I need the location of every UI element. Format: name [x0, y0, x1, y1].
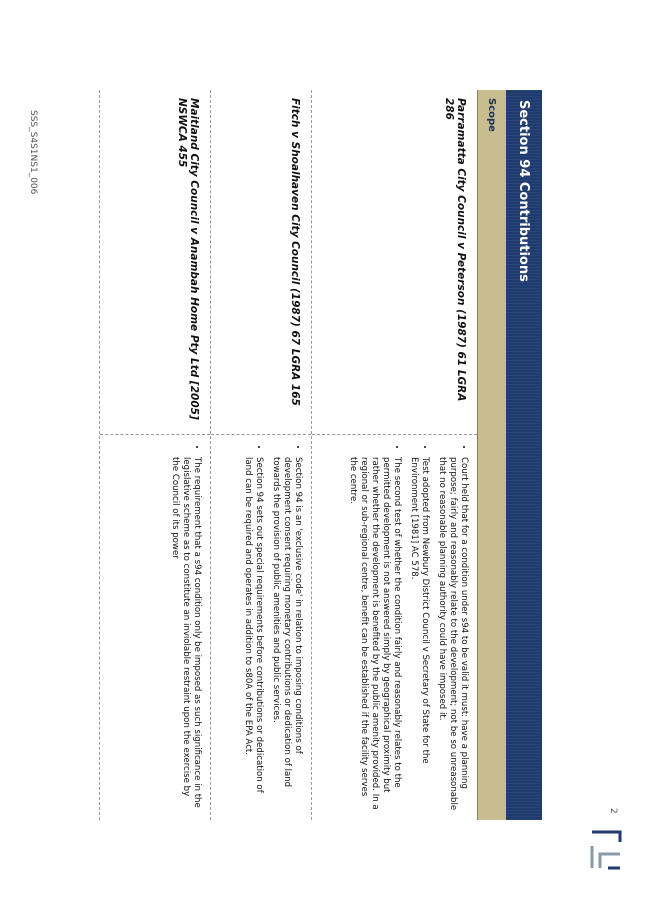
case-citation: Maitland City Council v Anambah Home Pty Ltd [2005] NSWCA 455 [100, 90, 210, 435]
note-item: • Court held that for a condition under s94 to be valid it must: have a planning purpose; fairly and reasonably relate to the development; not be so unreasonable that no reasonable planning authority could have imposed it. [436, 457, 469, 812]
case-citation: Fitch v Shoalhaven City Council (1987) 67 LGRA 165 [211, 90, 311, 435]
footer-code: SSS_S4S1NS1_006 [28, 110, 38, 195]
case-notes [211, 435, 311, 820]
scope-header: Scope [477, 90, 506, 820]
page-number: 2 [608, 808, 618, 814]
table-row [210, 90, 311, 820]
table-row [311, 90, 477, 820]
note-item: • The requirement that a s94 condition only be imposed as such significance in the legislative scheme as to constitute an inviolable restraint upon the exercise by the Council of its power [169, 457, 202, 812]
note-item: • Test adopted from Newbury District Council v Secretary of State for the Environment [1981] AC 578. [408, 457, 430, 812]
note-item: • Section 94 is an 'exclusive code' in relation to imposing conditions of development consent requiring monetary contributions or dedication of land towards the provision of public amenities and public services. [270, 457, 303, 812]
document-title: Section 94 Contributions [506, 90, 542, 820]
note-item: • The second test of whether the condition fairly and reasonably relates to the permitted development is not answered simply by geographical proximity but rather whether the development is benefited by the public amenity provided. In a regional or sub-regional centre, benefit can be established if the facility serves the centre. [347, 457, 402, 812]
note-item: • Section 94 sets out special requirements before contributions or dedication of land can be required and operates in addition to s80A of the EPA Act. [242, 457, 264, 812]
case-notes [100, 435, 210, 820]
case-citation: Parramatta City Council v Peterson (1987) 61 LGRA 286 [312, 90, 477, 435]
case-notes [312, 435, 477, 820]
company-logo [588, 828, 624, 874]
table-row [99, 90, 210, 820]
document-table [92, 90, 542, 820]
